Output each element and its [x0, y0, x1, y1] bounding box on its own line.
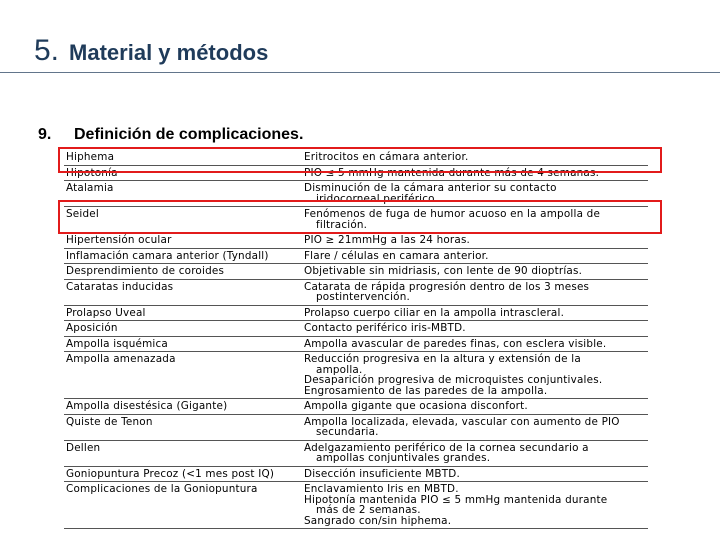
- table-row: [64, 352, 648, 399]
- description-line: ampollas conjuntivales grandes.: [316, 452, 491, 464]
- description-line: Disección insuficiente MBTD.: [304, 467, 460, 480]
- table-row: [64, 306, 648, 322]
- table-row: [64, 264, 648, 280]
- description-line: PIO ≥ 21mmHg a las 24 horas.: [304, 234, 471, 246]
- table-row: [64, 233, 648, 249]
- description-line: Ampolla gigante que ocasiona disconfort.: [304, 400, 528, 412]
- description-line: Objetivable sin midriasis, con lente de 90 dioptrías.: [304, 265, 583, 277]
- highlight-box-seidel: [58, 200, 662, 234]
- table-row: [64, 415, 648, 441]
- table-row: [64, 249, 648, 265]
- complication-term: Goniopuntura Precoz (<1 mes post IQ): [66, 467, 275, 480]
- description-line: Reducción progresiva en la altura y extensión de la: [304, 353, 581, 365]
- table-row: [64, 280, 648, 306]
- description-line: más de 2 semanas.: [316, 504, 421, 516]
- complication-description: [302, 280, 648, 305]
- description-line: Prolapso cuerpo ciliar en la ampolla intrascleral.: [304, 306, 565, 319]
- complication-term: Complicaciones de la Goniopuntura: [66, 483, 258, 495]
- slide-header: [34, 34, 268, 68]
- complication-description: [302, 306, 648, 321]
- description-line: Ampolla localizada, elevada, vascular con aumento de PIO: [304, 415, 620, 428]
- complication-description: [302, 415, 648, 440]
- description-line: Contacto periférico iris-MBTD.: [304, 322, 466, 334]
- complication-term: Desprendimiento de coroides: [66, 265, 225, 277]
- highlight-box-hiphema: [58, 147, 662, 173]
- description-line: Eritrocitos en cámara anterior.: [304, 151, 469, 163]
- complication-term: Prolapso Uveal: [66, 306, 146, 319]
- description-line: Desaparición progresiva de microquistes conjuntivales.: [304, 374, 603, 386]
- complication-term: Seidel: [66, 208, 99, 220]
- complication-term: Hipertensión ocular: [66, 234, 172, 246]
- complication-term: Ampolla disestésica (Gigante): [66, 400, 228, 412]
- complication-description: [302, 467, 648, 482]
- description-line: Flare / células en camara anterior.: [304, 249, 489, 262]
- description-line: Hipotonía mantenida PIO ≤ 5 mmHg mantenida durante: [304, 493, 608, 506]
- complication-description: [302, 399, 648, 414]
- complication-term: Inflamación camara anterior (Tyndall): [66, 249, 269, 262]
- complication-description: [302, 337, 648, 352]
- description-line: Fenómenos de fuga de humor acuoso en la ampolla de: [304, 208, 601, 220]
- complication-term: Hiphema: [66, 151, 115, 163]
- table-row: [64, 482, 648, 529]
- table-row: [64, 441, 648, 467]
- complication-description: [302, 352, 648, 398]
- slide-number: 5.: [34, 34, 60, 67]
- complication-description: [302, 482, 648, 528]
- description-line: PIO ≤ 5 mmHg mantenida durante más de 4 semanas.: [304, 166, 600, 179]
- description-line: Sangrado con/sin hiphema.: [304, 514, 452, 527]
- complication-term: Atalamia: [66, 182, 114, 194]
- description-line: Ampolla avascular de paredes finas, con esclera visible.: [304, 337, 607, 350]
- description-line: postintervención.: [316, 291, 411, 303]
- complication-description: [302, 249, 648, 264]
- complication-term: Ampolla isquémica: [66, 337, 168, 350]
- complication-term: Cataratas inducidas: [66, 280, 174, 293]
- description-line: Engrosamiento de las paredes de la ampolla.: [304, 384, 548, 397]
- description-line: Enclavamiento Iris en MBTD.: [304, 483, 459, 495]
- complication-term: Hipotonía: [66, 166, 118, 179]
- description-line: Adelgazamiento periférico de la cornea secundario a: [304, 441, 589, 454]
- complication-term: Quiste de Tenon: [66, 415, 153, 428]
- section-heading: [38, 126, 303, 144]
- table-row: [64, 467, 648, 483]
- complication-description: [302, 441, 648, 466]
- section-title: Definición de complicaciones.: [74, 126, 304, 143]
- header-divider: [0, 72, 720, 73]
- description-line: iridocorneal periférico.: [316, 192, 439, 205]
- complication-term: Aposición: [66, 322, 118, 334]
- description-line: Disminución de la cámara anterior su contacto: [304, 182, 557, 194]
- description-line: secundaria.: [316, 426, 379, 438]
- slide-title: Material y métodos: [69, 40, 269, 65]
- description-line: Catarata de rápida progresión dentro de los 3 meses: [304, 280, 590, 293]
- table-row: [64, 321, 648, 337]
- complication-term: Dellen: [66, 441, 101, 454]
- table-row: [64, 399, 648, 415]
- description-line: filtración.: [316, 218, 368, 231]
- complication-term: Ampolla amenazada: [66, 353, 176, 365]
- description-line: ampolla.: [316, 363, 363, 376]
- complication-description: [302, 321, 648, 336]
- section-number: 9.: [38, 126, 52, 143]
- table-row: [64, 337, 648, 353]
- complication-description: [302, 264, 648, 279]
- complication-description: [302, 233, 648, 248]
